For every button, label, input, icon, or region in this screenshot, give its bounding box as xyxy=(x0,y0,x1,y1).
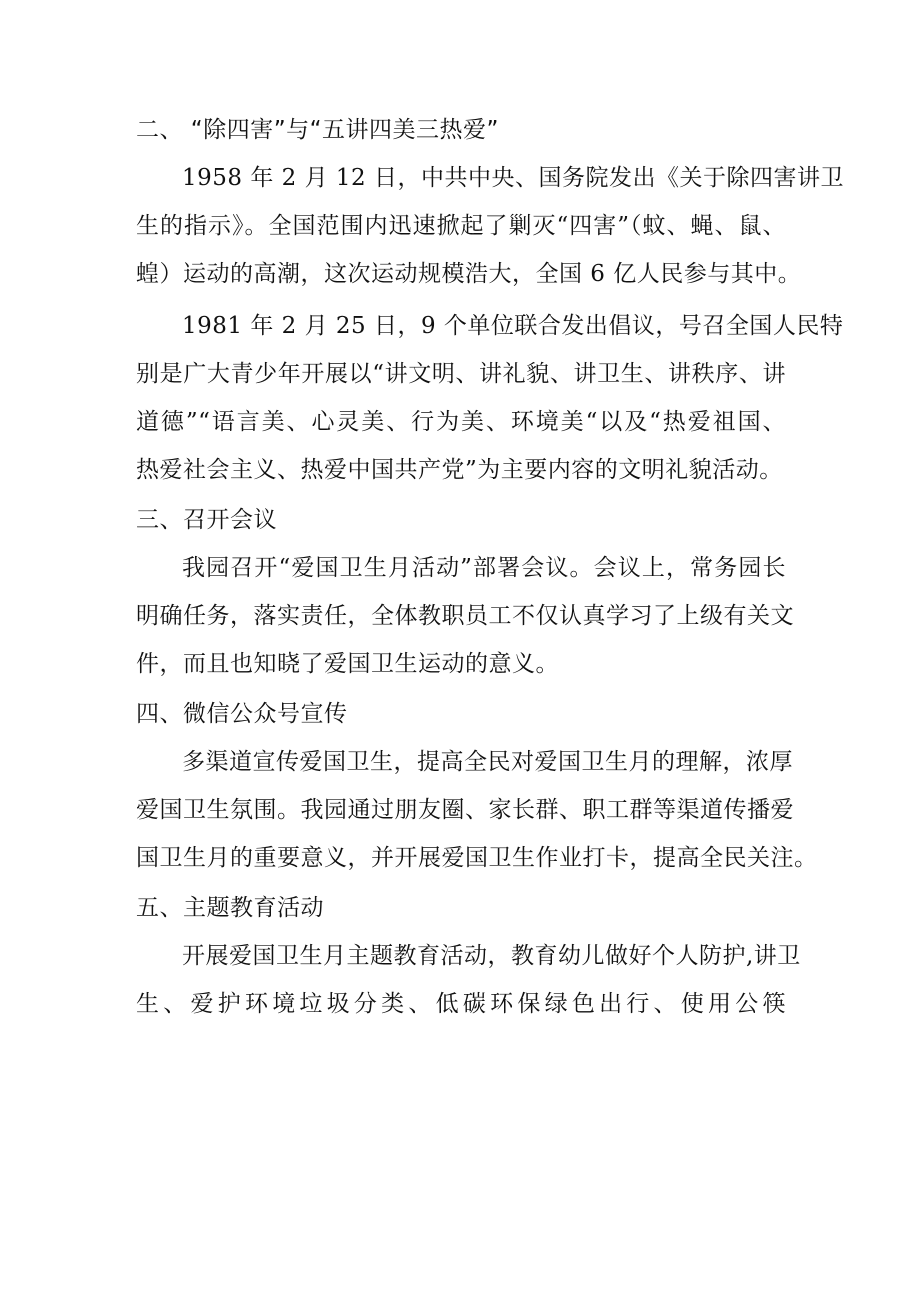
paragraph-line: 1958 年 2 月 12 日，中共中央、国务院发出《关于除四害讲卫 xyxy=(182,165,844,191)
paragraph-line: 生的指示》。全国范围内迅速掀起了剿灭“四害”（蚊、蝇、鼠、 xyxy=(136,213,786,239)
paragraph-line: 别是广大青少年开展以“讲文明、讲礼貌、讲卫生、讲秩序、讲 xyxy=(136,361,786,387)
section-heading-4: 四、微信公众号宣传 xyxy=(136,701,348,727)
paragraph-line: 多渠道宣传爱国卫生，提高全民对爱国卫生月的理解，浓厚 xyxy=(182,749,793,775)
paragraph-line: 开展爱国卫生月主题教育活动，教育幼儿做好个人防护,讲卫 xyxy=(182,943,801,969)
section-heading-3: 三、召开会议 xyxy=(136,507,277,533)
paragraph-line: 明确任务，落实责任，全体教职员工不仅认真学习了上级有关文 xyxy=(136,603,794,629)
paragraph-line: 热爱社会主义、热爱中国共产党”为主要内容的文明礼貌活动。 xyxy=(136,457,783,483)
paragraph-line: 爱国卫生氛围。我园通过朋友圈、家长群、职工群等渠道传播爱 xyxy=(136,797,794,823)
paragraph-line: 件，而且也知晓了爱国卫生运动的意义。 xyxy=(136,651,559,677)
paragraph-line: 1981 年 2 月 25 日，9 个单位联合发出倡议，号召全国人民特 xyxy=(182,313,844,339)
paragraph-line: 国卫生月的重要意义，并开展爱国卫生作业打卡，提高全民关注。 xyxy=(136,845,818,871)
paragraph-line: 道德”“语言美、心灵美、行为美、环境美“以及“热爱祖国、 xyxy=(136,409,786,435)
paragraph-line: 蝗）运动的高潮，这次运动规模浩大，全国 6 亿人民参与其中。 xyxy=(136,261,802,287)
section-heading-5: 五、主题教育活动 xyxy=(136,895,324,921)
paragraph-line: 生、爱护环境垃圾分类、低碳环保绿色出行、使用公筷 xyxy=(136,991,786,1017)
section-heading-2: 二、 “除四害”与“五讲四美三热爱” xyxy=(136,117,499,143)
paragraph-line: 我园召开“爱国卫生月活动”部署会议。会议上，常务园长 xyxy=(182,555,786,581)
